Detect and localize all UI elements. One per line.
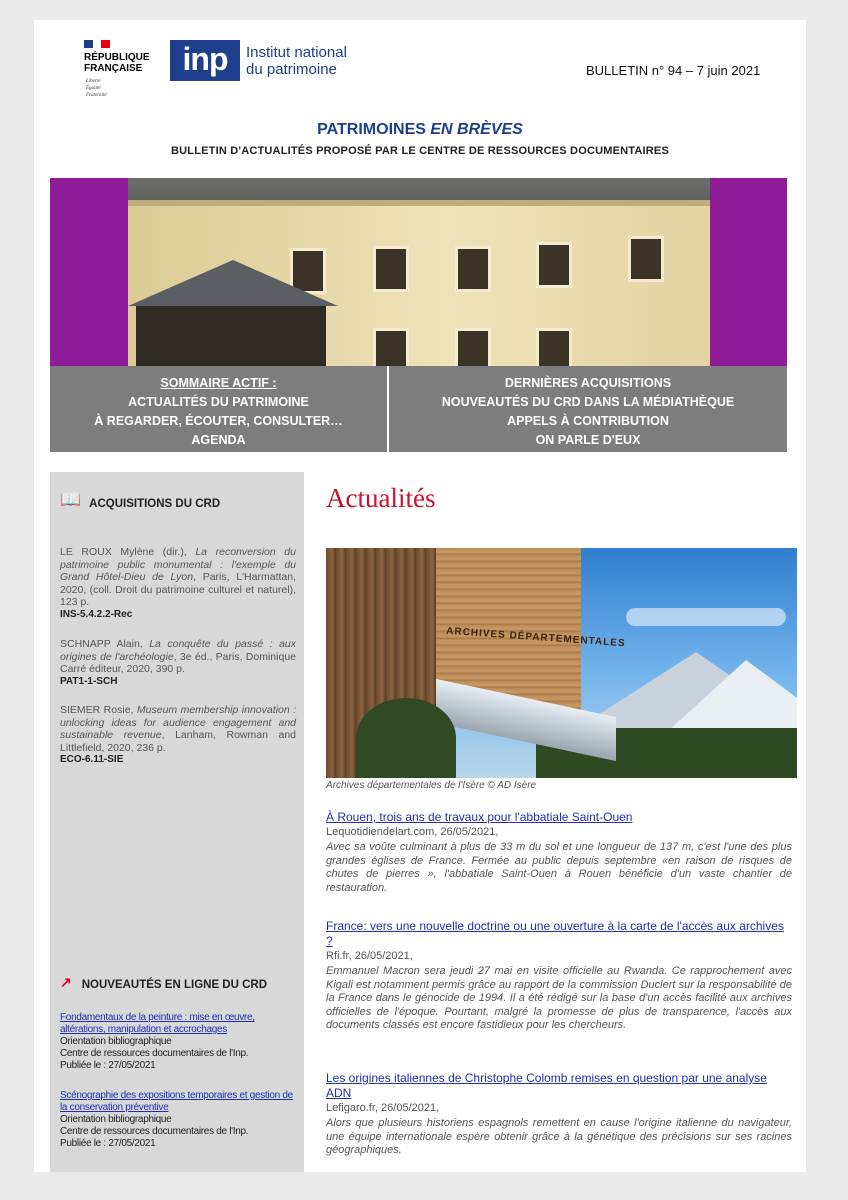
summary-link-regarder[interactable]: À REGARDER, ÉCOUTER, CONSULTER… [94, 414, 343, 428]
summary-link-nouveautes[interactable]: NOUVEAUTÉS DU CRD DANS LA MÉDIATHÈQUE [441, 395, 735, 409]
book-icon: 📖 [60, 490, 82, 509]
bulletin-number: BULLETIN n° 94 – 7 juin 2021 [586, 63, 761, 78]
accent-band-left [50, 178, 128, 366]
acq-author: SIEMER Rosie, [60, 704, 137, 716]
sidebar [50, 472, 304, 1172]
new-item-link[interactable]: Scénographie des expositions temporaires et gestion de la conservation préventive [60, 1090, 293, 1113]
inp-logo: inp [170, 40, 240, 81]
acquisition-item [60, 638, 296, 688]
article-link[interactable]: À Rouen, trois ans de travaux pour l'abbatiale Saint-Ouen [326, 810, 633, 824]
summary-link-on-parle[interactable]: ON PARLE D'EUX [535, 433, 641, 447]
article-link[interactable]: France: vers une nouvelle doctrine ou une ouverture à la carte de l'accès aux archives ? [326, 919, 784, 948]
new-item-type: Orientation bibliographique [60, 1114, 172, 1125]
hero-image [128, 178, 710, 366]
new-item-date: Publiée le : 27/05/2021 [60, 1060, 156, 1071]
article-source: Rfi.fr, 26/05/2021, [326, 950, 413, 962]
archives-photo [326, 548, 797, 778]
acq-author: SCHNAPP Alain, [60, 638, 150, 650]
acquisition-item [60, 546, 296, 622]
acq-title: Museum membership innovation : unlocking ideas for audience engagement and sustainable revenue [60, 704, 296, 742]
nouveautes-heading-label: NOUVEAUTÉS EN LIGNE DU CRD [81, 979, 268, 991]
summary-box-right [389, 366, 787, 452]
new-item [60, 1090, 296, 1150]
title-part-1: PATRIMOINES [317, 121, 431, 138]
accent-band-right [710, 178, 787, 366]
new-item-org: Centre de ressources documentaires de l'Inp. [60, 1048, 249, 1059]
new-item [60, 1012, 296, 1072]
nouveautes-heading [60, 974, 267, 991]
article-body: Emmanuel Macron sera jeudi 27 mai en visite officielle au Rwanda. Ce rapprochement avec Kigali est notamment permis grâce au rapport de la commission Duclert sur la responsabilité de la France dans le génocide de 1994. Il a été rédigé sur la base d'un accès facilité aux archives officielles de l'époque. Pourtant, malgré la promesse de plus de transparence, l'accès aux documents classés est encore fastidieux pour les chercheurs. [326, 965, 792, 1031]
new-item-link[interactable]: Fondamentaux de la peinture : mise en œuvre, altérations, manipulation et accrochages [60, 1012, 255, 1035]
bulletin-page [34, 20, 806, 1172]
new-item-type: Orientation bibliographique [60, 1036, 172, 1047]
arrow-up-right-icon: ↗ [60, 974, 72, 990]
summary-link-agenda[interactable]: AGENDA [191, 433, 246, 447]
page-title [34, 121, 806, 139]
french-flag-icon [84, 40, 110, 48]
photo-caption: Archives départementales de l'Isère © AD Isère [326, 780, 537, 791]
inp-name: Institut national du patrimoine [246, 44, 347, 78]
acq-author: LE ROUX Mylène (dir.), [60, 546, 196, 558]
new-item-date: Publiée le : 27/05/2021 [60, 1138, 156, 1149]
acq-rest: , 3e éd., Paris, Dominique Carré éditeur, 2020, 390 p. [60, 650, 296, 676]
building-sign: ARCHIVES DÉPARTEMENTALES [445, 625, 626, 650]
acquisitions-heading [60, 490, 220, 510]
rf-motto: Liberté Égalité Fraternité [86, 79, 107, 98]
actualites-heading: Actualités [326, 483, 436, 513]
new-item-org: Centre de ressources documentaires de l'Inp. [60, 1126, 249, 1137]
acq-code: ECO-6.11-SIE [60, 754, 124, 766]
summary-box-left [50, 366, 387, 452]
acq-code: INS-5.4.2.2-Rec [60, 608, 133, 620]
summary-heading-link[interactable]: SOMMAIRE ACTIF : [160, 376, 277, 390]
acquisition-item [60, 704, 296, 767]
summary-link-acquisitions[interactable]: DERNIÈRES ACQUISITIONS [504, 376, 672, 390]
summary-link-appels[interactable]: APPELS À CONTRIBUTION [507, 414, 669, 428]
article-body: Avec sa voûte culminant à plus de 33 m du sol et une longueur de 137 m, c'est l'une des plus grandes églises de France. Fermée au public depuis septembre «en raison de risques de chutes de pierres », l'abbatiale Saint-Ouen à Rouen bénéficie d'un vaste chantier de restauration. [326, 841, 792, 894]
acq-code: PAT1-1-SCH [60, 675, 118, 687]
page-subtitle: BULLETIN D'ACTUALITÉS PROPOSÉ PAR LE CENTRE DE RESSOURCES DOCUMENTAIRES [171, 145, 669, 157]
title-part-2: EN BRÈVES [430, 121, 523, 138]
acq-title: La reconversion du patrimoine public monumental : l'exemple du Grand Hôtel-Dieu de Lyon [60, 546, 296, 584]
acquisitions-heading-label: ACQUISITIONS DU CRD [89, 498, 221, 510]
article-link[interactable]: Les origines italiennes de Christophe Colomb remises en question par une analyse ADN [326, 1071, 767, 1100]
acq-rest: , Paris, L'Harmattan, 2020, (coll. Droit du patrimoine culturel et naturel), 123 p. [60, 571, 296, 609]
acq-rest: , Lanham, Rowman and Littlefield, 2020, 236 p. [60, 729, 297, 754]
article-source: Lefigaro.fr, 26/05/2021, [326, 1102, 440, 1114]
article-body: Alors que plusieurs historiens espagnols remettent en cause l'origine italienne du navigateur, une équipe internationale espère obtenir grâce à la génétique des précisions sur ses racines géographiques. [326, 1117, 792, 1156]
rf-text: RÉPUBLIQUE FRANÇAISE [84, 52, 150, 74]
article-source: Lequotidiendelart.com, 26/05/2021, [326, 826, 499, 838]
acq-title: La conquête du passé : aux origines de l'archéologie [60, 638, 297, 663]
summary-link-actualites[interactable]: ACTUALITÉS DU PATRIMOINE [128, 395, 309, 409]
